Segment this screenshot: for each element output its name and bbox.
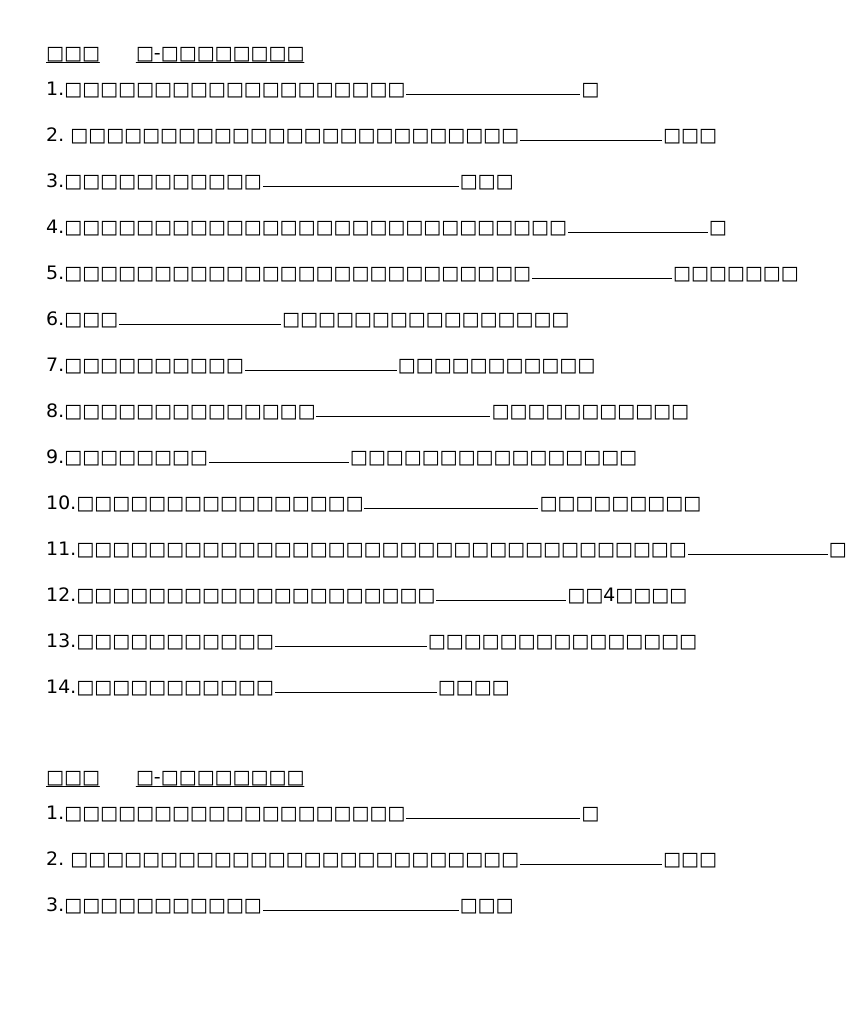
question-number: 14. — [46, 676, 77, 698]
question-item — [46, 674, 510, 700]
question-text-after: □□4□□□□ — [567, 584, 688, 606]
question-item — [46, 398, 689, 424]
answer-blank[interactable] — [436, 582, 566, 601]
question-item — [46, 444, 637, 470]
question-number: 10. — [46, 492, 77, 514]
question-text: □□□ — [64, 308, 118, 330]
question-item — [46, 214, 727, 240]
question-number: 11. — [46, 538, 77, 560]
question-text: □□□□□□□□□□□□□□□□□□□□ — [76, 584, 436, 606]
answer-blank[interactable] — [532, 260, 672, 279]
question-text: □□□□□□□□□□□□□□□□□□□ — [64, 802, 406, 824]
question-number: 1. — [46, 78, 65, 100]
question-number: 6. — [46, 308, 65, 330]
question-number: 3. — [46, 170, 65, 192]
question-item — [46, 628, 697, 654]
question-number: 13. — [46, 630, 77, 652]
question-item — [46, 260, 799, 286]
question-item — [46, 122, 717, 148]
question-number: 7. — [46, 354, 65, 376]
answer-blank[interactable] — [263, 168, 459, 187]
section-heading-left: □□□ — [46, 766, 100, 788]
question-number: 4. — [46, 216, 65, 238]
answer-blank[interactable] — [119, 306, 281, 325]
question-text-after: □□□□□□□□□□□□□□□□ — [282, 308, 570, 330]
question-text-after: □□□□□□□□□□□□□□□□ — [349, 446, 637, 468]
answer-blank[interactable] — [275, 674, 437, 693]
question-text: □□□□□□□□□□□□□□ — [64, 400, 316, 422]
question-number: 12. — [46, 584, 77, 606]
question-number: 5. — [46, 262, 65, 284]
worksheet-section — [46, 40, 847, 698]
question-number: 1. — [46, 802, 65, 824]
question-number: 2. — [46, 124, 71, 146]
section-heading-left: □□□ — [46, 42, 100, 64]
question-text: □□□□□□□□□□□ — [64, 894, 262, 916]
question-text-after: □□□□□□□□□□□□□□□ — [427, 630, 697, 652]
question-number: 8. — [46, 400, 65, 422]
answer-blank[interactable] — [520, 846, 662, 865]
question-item — [46, 76, 599, 102]
answer-blank[interactable] — [316, 398, 490, 417]
question-text-after: □□□ — [459, 170, 514, 192]
answer-blank[interactable] — [406, 800, 580, 819]
question-text-after: □ — [581, 78, 600, 100]
question-text-after: □ — [708, 216, 727, 238]
question-text: □□□□□□□□ — [64, 446, 208, 468]
question-text: □□□□□□□□□□□ — [76, 676, 274, 698]
question-text: □□□□□□□□□□□□□□□□ — [76, 492, 364, 514]
question-text-after: □□□□□□□ — [672, 262, 799, 284]
question-text: □□□□□□□□□□□□□□□□□□□□□□□□□ — [70, 848, 519, 870]
question-item — [46, 306, 569, 332]
question-item — [46, 582, 687, 608]
question-text-after: □□□□□□□□□ — [539, 492, 702, 514]
question-item — [46, 168, 513, 194]
answer-blank[interactable] — [263, 892, 459, 911]
answer-blank[interactable] — [520, 122, 662, 141]
question-text: □□□□□□□□□□□□□□□□□□□□□□□□□□ — [64, 262, 531, 284]
question-item — [46, 352, 595, 378]
question-item — [46, 892, 513, 918]
question-text: □□□□□□□□□□□□□□□□□□□□□□□□□□□□ — [64, 216, 567, 238]
question-text: □□□□□□□□□□□ — [76, 630, 274, 652]
question-text-after: □ — [581, 802, 600, 824]
question-text: □□□□□□□□□□□□□□□□□□□ — [64, 78, 406, 100]
question-text-after: □□□□ — [437, 676, 510, 698]
question-text-after: □□□ — [662, 848, 717, 870]
section-heading-right: □-□□□□□□□□ — [135, 766, 305, 788]
question-item — [46, 800, 599, 826]
question-text: □□□□□□□□□□□ — [64, 170, 262, 192]
question-text: □□□□□□□□□□ — [64, 354, 244, 376]
answer-blank[interactable] — [688, 536, 828, 555]
question-item — [46, 536, 847, 562]
worksheet-section — [46, 764, 746, 916]
answer-blank[interactable] — [568, 214, 708, 233]
answer-blank[interactable] — [406, 76, 580, 95]
question-text-after: □□□□□□□□□□□ — [491, 400, 689, 422]
question-number: 3. — [46, 894, 65, 916]
question-text-after: □□□□□□□□□□□ — [397, 354, 596, 376]
question-text-after: □ — [828, 538, 847, 560]
answer-blank[interactable] — [245, 352, 397, 371]
question-item — [46, 490, 701, 516]
question-text: □□□□□□□□□□□□□□□□□□□□□□□□□□□□□□□□□□ — [76, 538, 687, 560]
question-number: 2. — [46, 848, 71, 870]
question-text-after: □□□ — [662, 124, 717, 146]
section-heading-right: □-□□□□□□□□ — [135, 42, 305, 64]
question-text: □□□□□□□□□□□□□□□□□□□□□□□□□ — [70, 124, 519, 146]
question-item — [46, 846, 717, 872]
answer-blank[interactable] — [209, 444, 349, 463]
section-heading — [46, 40, 746, 66]
answer-blank[interactable] — [275, 628, 427, 647]
question-number: 9. — [46, 446, 65, 468]
section-heading — [46, 764, 746, 790]
question-text-after: □□□ — [459, 894, 514, 916]
answer-blank[interactable] — [364, 490, 538, 509]
